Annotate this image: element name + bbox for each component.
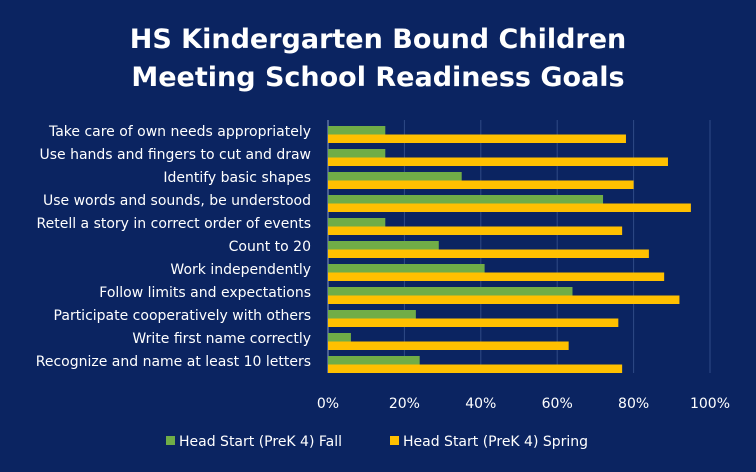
x-tick-label: 40% [465,396,497,412]
legend-label-spring: Head Start (PreK 4) Spring [403,434,589,450]
bar-fall [328,172,462,181]
category-labels [36,124,311,370]
legend-swatch-fall [166,436,175,445]
category-label: Participate cooperatively with others [53,308,311,324]
x-axis-tick-labels [317,396,730,412]
bar-spring [328,181,634,190]
bar-fall [328,333,351,342]
bar-fall [328,195,603,204]
bar-spring [328,204,691,213]
x-tick-label: 20% [388,396,420,412]
legend-swatch-spring [390,436,399,445]
legend [166,434,588,450]
x-tick-label: 60% [541,396,573,412]
category-label: Write first name correctly [132,331,311,347]
category-label: Recognize and name at least 10 letters [35,354,311,370]
category-label: Identify basic shapes [163,170,311,186]
chart-title [130,24,627,93]
bar-spring [328,158,668,167]
bar-spring [328,273,664,282]
x-tick-label: 80% [618,396,650,412]
bar-spring [328,227,622,236]
bar-spring [328,319,618,328]
bar-fall [328,264,485,273]
x-tick-label: 0% [316,396,340,412]
bar-spring [328,296,679,305]
bar-fall [328,310,416,319]
category-label: Use words and sounds, be understood [43,193,311,209]
bar-fall [328,241,439,250]
category-label: Retell a story in correct order of events [36,216,311,232]
category-label: Work independently [170,262,311,278]
category-label: Count to 20 [228,239,311,255]
bar-fall [328,149,385,158]
category-label: Follow limits and expectations [99,285,311,301]
legend-label-fall: Head Start (PreK 4) Fall [179,434,343,450]
category-label: Take care of own needs appropriately [48,124,311,140]
category-label: Use hands and fingers to cut and draw [39,147,311,163]
x-tick-label: 100% [689,396,731,412]
bar-fall [328,356,420,365]
bar-spring [328,365,622,374]
chart-title-line-1: HS Kindergarten Bound Children [129,24,627,55]
chart-title-line-2: Meeting School Readiness Goals [131,62,625,93]
bars [328,126,691,373]
bar-fall [328,218,385,227]
bar-fall [328,287,572,296]
bar-spring [328,135,626,144]
bar-spring [328,250,649,259]
bar-fall [328,126,385,135]
bar-spring [328,342,569,351]
